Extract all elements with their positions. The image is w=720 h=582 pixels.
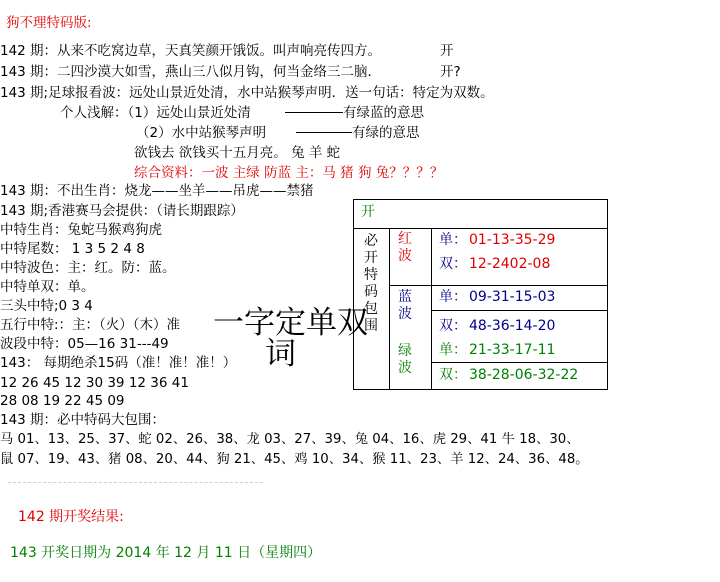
wave-segment-line: 波段中特：05—16 31---49 (0, 336, 169, 352)
three-head-line: 三头中特;0 3 4 (0, 298, 93, 314)
line-text: 143 期：二四沙漠大如雪，燕山三八似月钩，何当金络三二脑． (0, 64, 382, 80)
red-wave-label: 红波 (398, 231, 412, 264)
table-row-key: 单： (439, 342, 467, 358)
line-football-report: 143 期;足球报看波：远处山景近处清，水中站猴琴声明．送一句话：特定为双数。 (0, 85, 494, 101)
note-meaning: 有绿蓝的意思 (343, 105, 424, 121)
line-answer: 开? (440, 64, 461, 80)
table-row-value: 01-13-35-29 (469, 232, 556, 248)
green-wave-label: 绿波 (398, 343, 412, 376)
note-text: （2）水中站猴琴声明 (136, 125, 267, 141)
page-title: 狗不理特码版: (6, 15, 92, 31)
table-row-value: 48-36-14-20 (469, 318, 556, 334)
personal-note-1 (60, 104, 424, 122)
personal-note-2 (136, 124, 420, 142)
five-element-line: 五行中特:：主：（火）（木）准 (0, 317, 181, 333)
result-142-label: 142 期开奖结果: (18, 509, 124, 525)
zodiac-line: 中特生肖：兔蛇马猴鸡狗虎 (0, 222, 162, 238)
line-142-riddle (0, 42, 454, 60)
dotted-separator (8, 482, 263, 483)
table-row-key: 双： (439, 256, 467, 272)
kill-15-line: 143： 每期绝杀15码（准！准！准！） (0, 355, 237, 371)
odd-even-line: 中特单双：单。 (0, 279, 95, 295)
draw-date-143: 143 开奖日期为 2014 年 12 月 11 日（星期四） (10, 545, 322, 561)
big-surround-title: 143 期：必中特码大包围： (0, 412, 166, 428)
table-left-label: 必开特码包围 (364, 233, 378, 334)
table-row-value: 09-31-15-03 (469, 289, 556, 305)
tail-number-line: 中特尾数： 1 3 5 2 4 8 (0, 241, 145, 257)
kill-numbers-row-2: 28 08 19 22 45 09 (0, 393, 125, 409)
table-row-key: 双： (439, 367, 467, 383)
combined-info: 综合资料：一波 主绿 防蓝 主：马 猪 狗 兔？？？？ (134, 165, 444, 181)
blue-wave-label: 蓝波 (398, 289, 412, 322)
money-riddle: 欲钱去 欲钱买十五月亮。 兔 羊 蛇 (134, 145, 341, 161)
line-text: 142 期：从来不吃窝边草，天真笑颜开饿饭。叫声响亮传四方。 (0, 43, 382, 59)
dash-line (296, 132, 352, 133)
wave-divider (390, 285, 432, 286)
slogan-text-2: 词 (265, 336, 296, 372)
table-row-value: 12-2402-08 (469, 256, 551, 272)
line-answer: 开 (440, 43, 454, 59)
table-open-label: 开 (361, 204, 375, 220)
table-row-value: 21-33-17-11 (469, 342, 556, 358)
table-row-key: 双： (439, 318, 467, 334)
no-zodiac-line: 143 期：不出生肖：烧龙——坐羊——吊虎——禁猪 (0, 183, 314, 199)
wave-color-line: 中特波色：主：红。防：蓝。 (0, 260, 176, 276)
note-text: 个人浅解：（1）远处山景近处清 (60, 105, 251, 121)
slogan-text: 一字定单双 (213, 305, 368, 341)
surround-numbers-row-2: 鼠 07、19、43、猪 08、20、44、狗 21、45、鸡 10、34、猴 11、23、羊 12、24、36、48。 (0, 452, 589, 467)
hk-jockey-line: 143 期;香港赛马会提供：（请长期跟踪） (0, 203, 244, 219)
dash-line (285, 112, 343, 113)
note-meaning: 有绿的意思 (352, 125, 420, 141)
table-header-cell (353, 199, 608, 229)
line-143-riddle (0, 63, 461, 81)
table-row-key: 单： (439, 232, 467, 248)
kill-numbers-row-1: 12 26 45 12 30 39 12 36 41 (0, 375, 189, 391)
table-edge (607, 199, 608, 229)
surround-numbers-row-1: 马 01、13、25、37、蛇 02、26、38、龙 03、27、39、兔 04、16、虎 29、41 牛 18、30、 (0, 432, 580, 447)
table-row-value: 38-28-06-32-22 (469, 367, 579, 383)
table-row-key: 单： (439, 289, 467, 305)
